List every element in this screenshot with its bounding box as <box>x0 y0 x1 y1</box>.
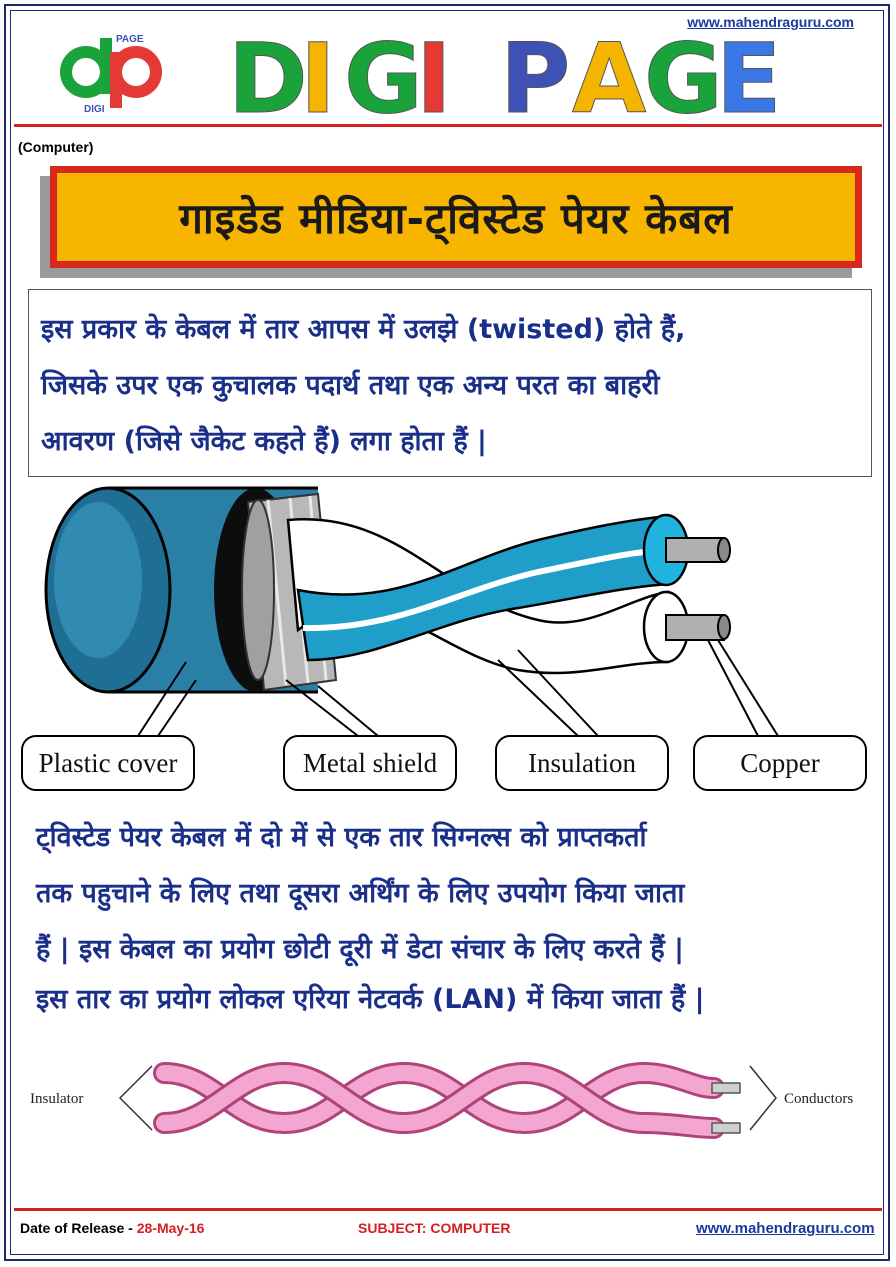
digi-page-wordmark <box>228 28 858 116</box>
body-paragraph <box>36 810 846 978</box>
body-line-3: हैं | इस केबल का प्रयोग छोटी दूरी में डेटा संचार के लिए करते हैं | <box>36 934 684 965</box>
header-divider <box>14 124 882 127</box>
footer-website-link[interactable]: www.mahendraguru.com <box>696 1220 875 1237</box>
brand-letter: G <box>344 28 423 116</box>
description-line-3: आवरण (जिसे जैकेट कहते हैं) लगा होता हैं | <box>41 426 487 457</box>
brand-letter: I <box>300 28 336 116</box>
conductors-label: Conductors <box>784 1091 854 1107</box>
brand-letter: G <box>644 28 723 116</box>
title-banner <box>50 166 862 268</box>
label-plastic-cover <box>22 736 194 790</box>
label-metal-shield <box>284 736 456 790</box>
brand-letter: E <box>716 28 782 116</box>
header-website-link[interactable]: www.mahendraguru.com <box>687 14 854 30</box>
svg-text:Insulation: Insulation <box>528 748 636 778</box>
release-date-label: Date of Release - <box>20 1220 137 1236</box>
brand-letter: I <box>416 28 452 116</box>
lan-usage-line: इस तार का प्रयोग लोकल एरिया नेटवर्क (LAN) में किया जाता हैं | <box>36 984 705 1015</box>
body-line-2: तक पहुचाने के लिए तथा दूसरा अर्थिंग के लिए उपयोग किया जाता <box>36 878 685 909</box>
description-line-2: जिसके उपर एक कुचालक पदार्थ तथा एक अन्य परत का बाहरी <box>41 370 660 401</box>
footer-divider <box>14 1208 882 1211</box>
digi-page-logo <box>48 30 178 115</box>
footer-subject: SUBJECT: COMPUTER <box>358 1220 511 1236</box>
description-box <box>28 289 872 477</box>
subject-tag: (Computer) <box>18 139 94 155</box>
release-date-value: 28-May-16 <box>136 1220 205 1236</box>
insulator-label: Insulator <box>30 1091 84 1107</box>
description-line-1: इस प्रकार के केबल में तार आपस में उलझे (twisted) होते हैं, <box>41 314 686 345</box>
twisted-wire-diagram <box>24 1048 888 1148</box>
brand-letter: A <box>572 28 647 116</box>
brand-letter: D <box>228 28 308 116</box>
svg-text:Metal shield: Metal shield <box>302 748 438 778</box>
page-title: गाइडेड मीडिया-ट्विस्टेड पेयर केबल <box>179 193 733 243</box>
svg-text:Plastic cover: Plastic cover <box>38 748 178 778</box>
logo-text-digi: DIGI <box>84 104 105 115</box>
twisted-pink-wires <box>164 1073 740 1133</box>
svg-text:Copper: Copper <box>740 748 820 778</box>
cable-diagram <box>18 480 878 800</box>
label-copper <box>694 736 866 790</box>
body-line-1: ट्विस्टेड पेयर केबल में दो में से एक तार सिग्नल्स को प्राप्तकर्ता <box>36 822 647 853</box>
release-date <box>20 1220 204 1236</box>
label-insulation <box>496 736 668 790</box>
brand-letter: P <box>500 28 571 116</box>
logo-text-page: PAGE <box>116 34 144 45</box>
